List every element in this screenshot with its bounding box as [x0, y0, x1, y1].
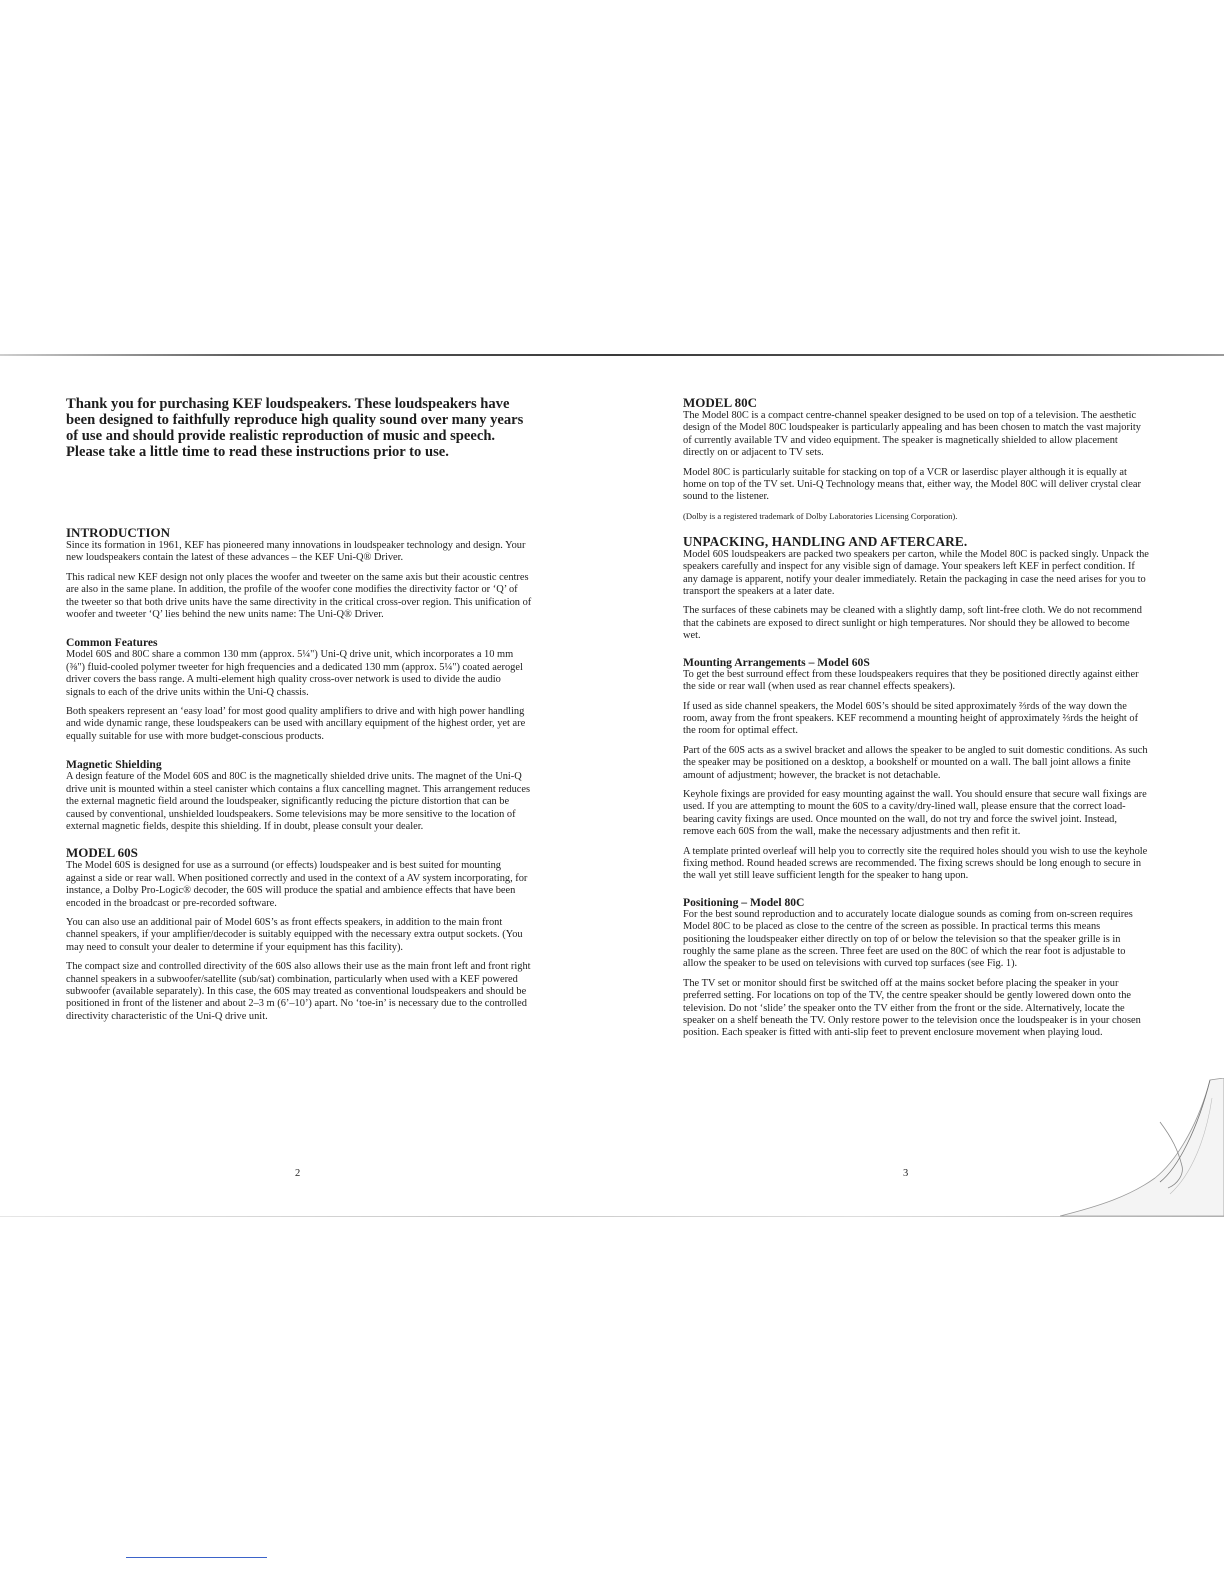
section-magnetic-shielding [66, 758, 532, 833]
model-80c-title: MODEL 80C [683, 395, 758, 410]
introduction-paragraph: This radical new KEF design not only places the woofer and tweeter on the same axis but their acoustic centres are also in the same plane. In addition, the profile of the woofer cone modifies the directivity factor or ‘Q’ of the tweeter so that both drive units have the same directivity in the critical cross-over region. This unification of woofer and tweeter ‘Q’ lies behind the new units name: The Uni-Q® Driver. [66, 571, 532, 621]
section-model-80c [683, 396, 1149, 522]
scan-edge-top [0, 354, 1224, 356]
mounting-paragraph: A template printed overleaf will help you to correctly site the required holes should you wish to use the keyhole fixing method. Round headed screws are recommended. The fixing screws should be long enough to secure in the wall yet still leave sufficient length for the speaker to hang upon. [683, 845, 1148, 882]
magnetic-shielding-title: Magnetic Shielding [66, 758, 162, 772]
model-60s-paragraph: You can also use an additional pair of Model 60S’s as front effects speakers, in addition to the main front channel speakers, if your amplifier/decoder is suitably equipped with the necessary extra output sockets. (You may need to consult your dealer to determine if your equipment has this facility). [66, 916, 523, 953]
introduction-title: INTRODUCTION [66, 525, 171, 540]
section-positioning [683, 896, 1149, 1040]
dolby-trademark-note: (Dolby is a registered trademark of Dolby Laboratories Licensing Corporation). [683, 510, 958, 521]
magnetic-shielding-paragraph: A design feature of the Model 60S and 80C is the magnetically shielded drive units. The magnet of the Uni-Q drive unit is mounted within a steel canister which contains a flux cancelling magnet. This arrangement reduces the external magnetic field around the loudspeaker, significantly reducing the picture distortion that can be caused by conventional, unshielded loudspeakers. Some televisions may be more sensitive to the location of external magnetic fields, despite this shielding. If in doubt, please consult your dealer. [66, 771, 531, 832]
mounting-title: Mounting Arrangements – Model 60S [683, 655, 870, 669]
intro-heading: Thank you for purchasing KEF loudspeakers. These loudspeakers have been designed to faithfully reproduce high quality sound over many years of use and should provide realistic reproduction of music and speech. Please take a little time to read these instructions prior to use. [66, 396, 524, 460]
unpacking-paragraph: Model 60S loudspeakers are packed two speakers per carton, while the Model 80C is packed singly. Unpack the speakers carefully and inspect for any visible sign of damage. Your speakers left KEF in perfect condition. If any damage is apparent, notify your dealer immediately. Retain the packaging in case the need arises for you to transport the speakers at a later date. [683, 548, 1149, 598]
unpacking-title: UNPACKING, HANDLING AND AFTERCARE. [683, 533, 968, 549]
section-unpacking [683, 535, 1149, 643]
right-page [683, 396, 1149, 1047]
mounting-paragraph: If used as side channel speakers, the Model 60S’s should be sited approximately ⅔rds of the way down the room, away from the front speakers. KEF recommend a mounting height of approximately ⅔rds the height of the room for optimal effect. [683, 700, 1139, 737]
left-page [66, 396, 532, 1030]
unpacking-paragraph: The surfaces of these cabinets may be cleaned with a slightly damp, soft lint-free cloth. We do not recommend that the cabinets are exposed to direct sunlight or high temperatures. Nor should they be allowed to become wet. [683, 605, 1142, 642]
scan-edge-bottom [0, 1216, 1224, 1217]
section-introduction [66, 526, 532, 621]
section-common-features [66, 636, 532, 743]
positioning-title: Positioning – Model 80C [683, 895, 805, 909]
model-80c-paragraph: Model 80C is particularly suitable for stacking on top of a VCR or laserdisc player although it is equally at home on top of the TV set. Uni-Q Technology means that, either way, the Model 80C will deliver crystal clear sound to the listener. [683, 466, 1141, 503]
common-features-paragraph: Both speakers represent an ‘easy load’ for most good quality amplifiers to drive and with high power handling and wide dynamic range, these loudspeakers can be used with ancillary equipment of the highest order, yet are equally suitable for use with more budget-conscious products. [66, 706, 526, 742]
page-curl-graphic [1060, 1078, 1224, 1220]
model-60s-title: MODEL 60S [66, 845, 138, 861]
positioning-paragraph: The TV set or monitor should first be switched off at the mains socket before placing the speaker in your preferred setting. For locations on top of the TV, the centre speaker should be gently lowered down onto the television. Do not ‘slide’ the speaker onto the TV either from the front or the side. Alternatively, locate the speaker on a shelf beneath the TV. Only restore power to the television once the loudspeaker is in your chosen position. Each speaker is fitted with anti-slip feet to prevent enclosure movement when playing loud. [683, 977, 1141, 1039]
mounting-paragraph: Part of the 60S acts as a swivel bracket and allows the speaker to be angled to suit domestic conditions. As such the speaker may be positioned on a desktop, a bookshelf or mounted on a wall. The ball joint allows a finite amount of adjustment; however, the bracket is not detachable. [683, 744, 1148, 781]
page-number-left: 2 [295, 1168, 301, 1179]
introduction-paragraph: Since its formation in 1961, KEF has pioneered many innovations in loudspeaker technology and design. Your new loudspeakers contain the latest of these advances – the KEF Uni-Q® Driver. [66, 540, 526, 564]
mounting-paragraph: Keyhole fixings are provided for easy mounting against the wall. You should ensure that secure wall fixings are used. If you are attempting to mount the 60S to a cavity/dry-lined wall, please ensure that the correct load-bearing cavity fixings are used. Once mounted on the wall, do not try and force the swivel joint. Instead, remove each 60S from the wall, make the necessary adjustments and then refit it. [683, 788, 1147, 838]
model-60s-paragraph: The Model 60S is designed for use as a surround (or effects) loudspeaker and is best suited for mounting against a side or rear wall. When positioned correctly and used in the context of a AV system incorporating, for instance, a Dolby Pro-Logic® decoder, the 60S will produce the spatial and ambience effects that have been encoded in the broadcast or pre-recorded software. [66, 860, 528, 909]
common-features-paragraph: Model 60S and 80C share a common 130 mm (approx. 5¼") Uni-Q drive unit, which incorporates a 10 mm (⅜") fluid-cooled polymer tweeter for high frequencies and a dedicated 130 mm (approx. 5¼") coated aerogel driver covers the bass range. A multi-element high quality cross-over network is used to divide the audio signals to each of the drive units within the Uni-Q chassis. [66, 649, 523, 698]
blue-underline-mark [126, 1557, 267, 1558]
common-features-title: Common Features [66, 636, 158, 650]
section-model-60s [66, 846, 532, 1023]
page-number-right: 3 [903, 1168, 909, 1179]
model-80c-paragraph: The Model 80C is a compact centre-channel speaker designed to be used on top of a television. The aesthetic design of the Model 80C loudspeaker is particularly appealing and has been chosen to match the vast majority of currently available TV and video equipment. The speaker is magnetically shielded to allow placement directly on or adjacent to TV sets. [683, 410, 1141, 459]
model-60s-paragraph: The compact size and controlled directivity of the 60S also allows their use as the main front left and front right channel speakers in a subwoofer/satellite (sub/sat) combination, particularly when used with a KEF powered subwoofer (available separately). In this case, the 60S may treated as conventional loudspeakers and should be positioned in front of the listener and about 2–3 m (6’–10’) apart. No ‘toe-in’ is necessary due to the controlled directivity characteristic of the Uni-Q drive unit. [66, 961, 531, 1022]
positioning-paragraph: For the best sound reproduction and to accurately locate dialogue sounds as coming from on-screen requires Model 80C to be placed as close to the centre of the screen as possible. In practical terms this means positioning the loudspeaker either directly on top of or below the television so that the speaker grille is in roughly the same plane as the screen. Three feet are used on the 80C of which the rear foot is adjustable to allow the speaker to be used on televisions with curved top surfaces (see Fig. 1). [683, 908, 1133, 970]
mounting-paragraph: To get the best surround effect from these loudspeakers requires that they be positioned directly against either the side or rear wall (when used as rear channel effects speakers). [683, 668, 1139, 693]
section-mounting [683, 656, 1149, 883]
